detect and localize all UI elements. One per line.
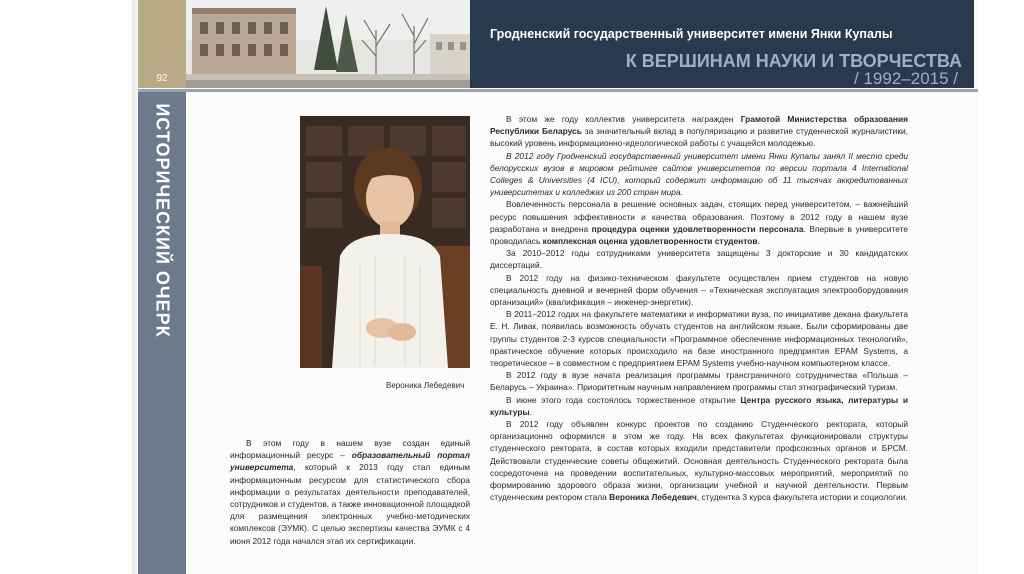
book-title: К ВЕРШИНАМ НАУКИ И ТВОРЧЕСТВА bbox=[625, 51, 962, 71]
text-run: , который к 2013 году стал единым информационным ресурсом для статистического сбора информации о результатах деятельности преподавателей, сотрудников и студентов, а также инновационной площадкой для размещения электронных учебно-методических комплексов (ЭУМК). С целью экспертизы качества ЭУМК с 4 июня 2012 года начался этап их сертификации. bbox=[230, 462, 470, 546]
text-emphasis: процедура оценки удовлетворенности персонала bbox=[591, 223, 804, 234]
portrait-illustration bbox=[300, 116, 470, 368]
text-run: за значительный вклад в популяризацию и развитие студенческой журналистики, высокий уровень информационно-идеологической работы с учащейся молодежью. bbox=[490, 126, 908, 149]
section-title bbox=[138, 103, 186, 338]
text-emphasis: Вероника Лебедевич bbox=[609, 492, 697, 503]
paragraph bbox=[490, 113, 908, 150]
left-column-text bbox=[230, 437, 470, 547]
university-name: Гродненский государственный университет имени Янки Купалы bbox=[490, 27, 893, 41]
text-run: В 2012 году объявлен конкурс проектов по созданию Студенческого ректората, который организационно оформился в этом же году. На всех факультетах функционировали структуры студенческого ректората, в состав которых входили представители профсоюзных органов и БРСМ. Действовали студенческие советы общежитий. Основная деятельность Студенческого ректората была сосредоточена на проведении воспитательных, культурно-массовых мероприятий, мероприятий по формированию здорового образа жизни, организации учебной и научной деятельности. Первым студенческим ректором стала bbox=[490, 419, 908, 503]
campus-photo-illustration bbox=[186, 0, 470, 88]
paragraph: В 2012 году на физико-техническом факультете осуществлен прием студентов на новую специальность дневной и вечерней форм обучения – «Техническая эксплуатация электрооборудования организаций» (квалификация – инженер-энергетик). bbox=[490, 272, 908, 308]
paragraph: В 2011–2012 годах на факультете математики и информатики вуза, по инициативе декана факультета Е. Н. Ливак, появилась возможность обучать студентов на английском языке. Были сформированы две группы студентов 2-3 курсов специальности «Программное обеспечение информационных технологий», практическое обучение которых происходило на базе иностранного предприятия EPAM Systems, а теоретическое – в совместном с предприятием EPAM Systems учебно-научном компьютерном классе. bbox=[490, 309, 908, 369]
paragraph bbox=[490, 198, 908, 247]
text-emphasis: комплексная оценка удовлетворенности студентов bbox=[542, 236, 758, 247]
text-run: . bbox=[529, 406, 532, 417]
text-run: , студентка 3 курса факультета истории и социологии. bbox=[696, 492, 908, 503]
paragraph bbox=[230, 437, 470, 547]
text-run: В этом же году коллектив университета награжден bbox=[506, 114, 741, 124]
portrait-caption: Вероника Лебедевич bbox=[386, 381, 465, 390]
text-run: В этом году в нашем вузе создан единый информационный ресурс – bbox=[230, 438, 470, 461]
text-emphasis: Центра русского языка, литературы и культуры bbox=[490, 394, 909, 417]
book-years: / 1992–2015 / bbox=[854, 69, 958, 88]
page-number: 92 bbox=[156, 73, 168, 84]
text-emphasis: Грамотой Министерства образования Республики Беларусь bbox=[490, 114, 908, 137]
text-run: . bbox=[757, 236, 760, 247]
text-run: В июне этого года состоялось торжественное открытие bbox=[506, 394, 741, 405]
header-divider bbox=[138, 89, 978, 92]
text-run: Вовлеченность персонала в решение основных задач, стоящих перед университетом, – важнейший ресурс повышения эффективности и качества образования. Поэтому в 2012 году в нашем вузе разработана и внедрена bbox=[490, 199, 908, 234]
paragraph: В 2012 году Гродненский государственный университет имени Янки Купалы занял II место среди белорусских вузов в мировом рейтинге сайтов университетов по версии портала 4 International Colleges & Universities (4 ICU), который содержит информацию об 11 тысячах аккредитованных университетах и колледжах из 200 стран мира. bbox=[490, 150, 908, 198]
paragraph bbox=[490, 418, 908, 503]
paragraph: За 2010–2012 годы сотрудниками университета защищены 3 докторские и 30 кандидатских диссертаций. bbox=[490, 248, 908, 271]
campus-photo bbox=[186, 0, 470, 88]
portrait-photo bbox=[300, 116, 470, 368]
text-run: . Впервые в университете проводилась bbox=[490, 223, 908, 247]
right-column-text bbox=[490, 113, 908, 504]
section-title-text: ИСТОРИЧЕСКИЙ ОЧЕРК bbox=[152, 103, 173, 338]
text-emphasis: образовательный портал университета bbox=[230, 450, 470, 473]
paragraph: В 2012 году в вузе начата реализация программы трансграничного сотрудничества «Польша – Беларусь – Украина». Приоритетным научным направлением программы стал этнографический туризм. bbox=[490, 370, 908, 393]
paragraph bbox=[490, 394, 908, 418]
